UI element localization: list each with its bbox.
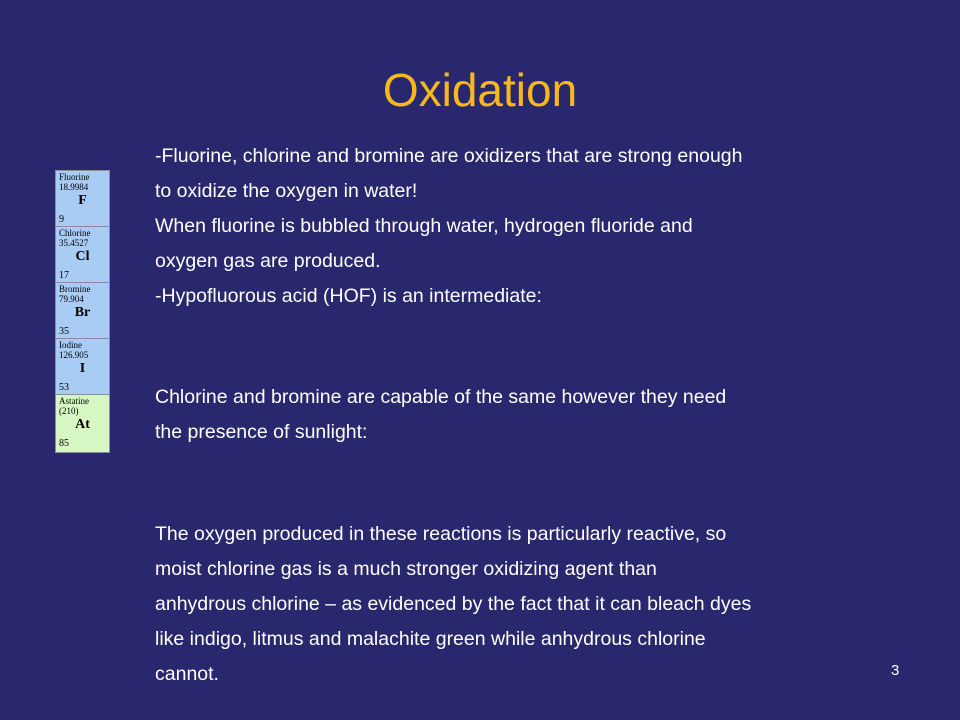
- element-name: Bromine: [59, 284, 91, 294]
- element-symbol: At: [75, 417, 90, 432]
- element-weight: (210): [59, 406, 79, 416]
- paragraph-sunlight: [155, 380, 915, 450]
- paragraph-oxidizers: [155, 139, 915, 314]
- paragraph-reactive-oxygen: [155, 517, 915, 692]
- element-cell-chlorine: [56, 227, 109, 283]
- element-symbol: Br: [74, 305, 91, 320]
- element-symbol: I: [79, 361, 86, 376]
- text-line: like indigo, litmus and malachite green while anhydrous chlorine: [155, 628, 706, 650]
- element-symbol: F: [78, 193, 87, 208]
- text-line: moist chlorine gas is a much stronger oxidizing agent than: [155, 558, 657, 580]
- element-name: Astatine: [59, 396, 89, 406]
- element-number: 17: [59, 270, 69, 281]
- element-name: Iodine: [59, 340, 82, 350]
- element-weight: 18.9984: [59, 182, 89, 192]
- text-line: Chlorine and bromine are capable of the same however they need: [155, 386, 727, 408]
- slide-title: Oxidation: [382, 64, 578, 116]
- page-number: 3: [891, 662, 900, 679]
- element-cell-iodine: [56, 339, 109, 395]
- element-symbol: Cl: [75, 249, 90, 264]
- periodic-table-column: [55, 170, 110, 453]
- element-name: Fluorine: [59, 172, 90, 182]
- element-cell-fluorine: [56, 171, 109, 227]
- text-line: The oxygen produced in these reactions is particularly reactive, so: [155, 523, 727, 545]
- element-weight: 35.4527: [59, 238, 89, 248]
- element-weight: 126.905: [59, 350, 89, 360]
- element-cell-astatine: [56, 395, 109, 452]
- text-line: anhydrous chlorine – as evidenced by the fact that it can bleach dyes: [155, 593, 752, 615]
- element-number: 35: [59, 326, 69, 337]
- text-line: oxygen gas are produced.: [155, 250, 381, 272]
- element-number: 53: [59, 382, 69, 393]
- element-cell-bromine: [56, 283, 109, 339]
- element-number: 85: [59, 438, 69, 449]
- text-line: cannot.: [155, 663, 219, 685]
- text-line: to oxidize the oxygen in water!: [155, 180, 418, 202]
- text-line: the presence of sunlight:: [155, 421, 368, 443]
- text-line: -Fluorine, chlorine and bromine are oxidizers that are strong enough: [155, 145, 743, 167]
- element-name: Chlorine: [59, 228, 91, 238]
- element-number: 9: [59, 214, 64, 225]
- text-line: -Hypofluorous acid (HOF) is an intermediate:: [155, 285, 542, 307]
- element-weight: 79.904: [59, 294, 84, 304]
- text-line: When fluorine is bubbled through water, hydrogen fluoride and: [155, 215, 693, 237]
